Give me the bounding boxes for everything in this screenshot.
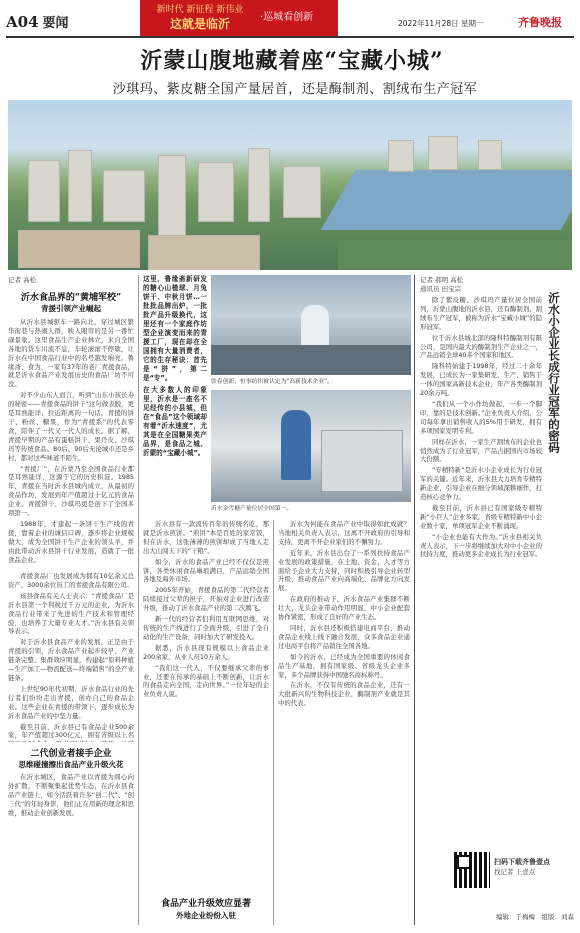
bold-paragraph: 这里，鲁缘斋新研发的糖心山楂球、月兔饼干、中秋月饼…一批批品牌出炉，一批批产品升级换代，这里还有一个家庭作坊型企业演变而来的青援工厂，现在却在全国拥有大量消费者，它的生存秘诀：首先是“拼”，第二是“专”。	[143, 275, 207, 382]
sidebar-byline-1: 记者 郝明 高松	[420, 276, 464, 284]
paragraph: 同时，沂水县还积极搭建电商平台，推动食品企业线上线下融合发展，众多食品企业通过电商平台将产品销往全国各地。	[278, 623, 410, 650]
paragraph: 隆科特始建于1998年，经过二十余年发展，已成长为一家集研发、生产、销售于一体的国家高新技术企业，年产各类酶制剂20余万吨。	[420, 362, 542, 398]
paragraph: 除了紫皮糖、沙琪玛产量位居全国前列，沂蒙山腹地的沂水县，还有酶制剂、割绒布生产冠军，被称为沂水“宝藏小城”的隐形冠军。	[420, 296, 542, 331]
building-shape	[68, 150, 92, 222]
column-divider	[138, 275, 139, 925]
paragraph: “青援厂”，在沂蒙乃至全国食品行业都是耳熟能详，这源于它的历史积淀。1985年，青援在当时沂水县城内成立，从最初的食品作坊，发展到年产值超过十亿元的食品企业。青援饼干、沙琪玛更是创下了全国多项第一。	[8, 464, 134, 518]
sidebar-divider	[414, 275, 415, 925]
paragraph: 1988年，才建起一条饼干生产线的青援，靠着企业的诚信口碑，逐步将企业规模做大，成为全国饼干生产企业的领头羊，并由此带动沂水县饼干行业发展，造就了一批食品企业。	[8, 519, 134, 564]
building-shape	[248, 148, 270, 222]
banner-top: 新时代 新征程 新伟业	[156, 5, 244, 15]
qr-caption	[494, 857, 574, 876]
river-shape	[321, 170, 572, 230]
paragraph: 如今，沂水的食品产业已经不仅仅是煎饼，各类休闲食品琳琅满目，产品远销全国各地及海外市场。	[143, 557, 269, 584]
qr-caption-1: 扫码下载齐鲁壹点	[494, 858, 550, 866]
worker-figure	[281, 410, 311, 480]
paragraph: 对不少山东人而言，听到“山东小孩长寿的秘密——青援食品的饼干”这句做表脱，更是耳熟能详、拉近距离的一句话。青援的饼干、粉丝、糖果，作为“青援系”的代表零食，陪伴了一代又一代人的成长。据了解，青援早期的产品有蛋糕饼干、果丹皮、沙琪玛等传统食品。80后、90后无论城市还是乡村，都对这些味道不陌生。	[8, 391, 134, 462]
col1-body	[8, 318, 134, 568]
building-shape	[103, 170, 145, 222]
col3-body	[143, 520, 269, 920]
photo-caption-2: 沂水金雪糖产量位居全国第一。	[211, 506, 293, 512]
qr-caption-2: 找记者 上壹点	[494, 868, 536, 876]
building-shape	[158, 155, 186, 237]
col2-bold-intro	[143, 275, 207, 515]
col1-body-continued	[8, 572, 134, 742]
paragraph: 沂水为何能在食品产业中取得如此成就？当地相关负责人表示，这离不开政府的引导和支持，更离不开企业家们的不懈努力。	[278, 520, 410, 546]
paragraph: 截至目前，沂水县已有国家级专精特新“小巨人”企业多家，省级专精特新中小企业数十家，单项冠军企业不断涌现。	[420, 503, 542, 530]
issue-date: 2022年11月28日 星期一	[398, 19, 484, 28]
qr-pattern	[457, 855, 471, 869]
col4-body	[278, 520, 410, 892]
sidebar-title: 沂水小企业长成行业冠军的密码	[547, 292, 561, 453]
paragraph: 在沂水，不仅有传统的食品企业，还有一大批新兴的生物科技企业，酶制剂产业就是其中的代表。	[278, 681, 410, 708]
paragraph: 据悉，沂水县现有规模以上食品企业200余家，从业人员10万余人。	[143, 643, 269, 661]
col1-title: 沂水食品界的“黄埔军校”	[20, 293, 122, 303]
paragraph: 同样在沂水，一家生产割绒布的企业也悄然成为了行业冠军，产品占据国内市场较大份额。	[420, 437, 542, 464]
building-shape	[428, 136, 458, 170]
building-shape	[338, 240, 572, 270]
editor-credits: 编辑：于梅梅 组版：刘森	[496, 913, 574, 921]
paragraph: 位于沂水县城北部的隆科特酶制剂有限公司，是国内最大的酶制剂生产企业之一，产品远销全球40多个国家和地区。	[420, 333, 542, 360]
factory-photo-1	[211, 275, 411, 375]
banner	[140, 0, 260, 36]
sidebar-byline	[420, 275, 570, 293]
col4-subhead-2: 外地企业纷纷入驻	[176, 911, 236, 920]
byline: 记者 高松	[8, 276, 37, 284]
building-shape	[28, 160, 60, 222]
paragraph: 从沂水县城驱车一路向北，穿过城区繁华街巷与热闹人群，映入眼帘的是另一番忙碌景象。这里食品生产企业林立，来自全国各地的货车川流不息，车轮滚滚不停歇，让沂水在中国食品行业中的名号越发响亮。鲁缘斋、食为、一家有37年的老厂青援食品，就是沂水食品产业发展历史的食品厂坊不可没。	[8, 318, 134, 389]
paragraph: 截至目前，沂水县已有食品企业500余家，年产值超过300亿元，拥有省级以上名	[8, 722, 134, 740]
paragraph: 上世纪90年代初期，沂水食品行业的先行者们纷纷走出青援，创办自己的食品企业。这些企业在青援的带领下，逐步成长为沂水食品产业的中坚力量。	[8, 684, 134, 720]
paragraph: “我们这一代人，不仅要继承父辈的事业，还要在传承的基础上不断创新，让沂水的食品走向全国，走向世界。”一位年轻的企业负责人说。	[143, 663, 269, 699]
sidebar-body	[420, 296, 542, 836]
building-shape	[388, 140, 414, 172]
building-shape	[478, 140, 502, 170]
paragraph: 在沂水城区，食品产业以青援为圆心向外扩散，不断聚集起优势生态，在沂水县食品产业链上，如今活跃着许多“创二代”、“创三代”的年轻身影，他们正在用新的理念和思维，推动企业创新发展。	[8, 773, 134, 817]
col1-subhead-2: 思维碰撞擦出食品产业升级火花	[18, 760, 124, 769]
machine-shape	[321, 430, 403, 492]
page-number-text: A04	[6, 13, 39, 31]
photo-caption-1: 张春创新，恒事纺织被认定为“高新技术企业”。	[211, 379, 333, 385]
paragraph: “小企业也能有大作为。”沂水县相关负责人表示，下一步将继续加大对中小企业的扶持力度，推动更多企业成长为行业冠军。	[420, 532, 542, 559]
header-rule	[6, 36, 574, 38]
paragraph: “专精特新”是沂水小企业成长为行业冠军的关键。近年来，沂水县大力培育专精特新企业，引导企业在细分领域深耕细作，打造核心竞争力。	[420, 466, 542, 502]
subheadline: 沙琪玛、紫皮糖全国产量居首，还是酶制剂、割绒布生产冠军	[112, 82, 478, 97]
building-shape	[148, 235, 260, 270]
headline: 沂蒙山腹地藏着座“宝藏小城”	[140, 48, 444, 74]
col1-subhead: 二代创业者接手企业	[30, 749, 112, 759]
col4-subhead: 食品产业升级效应显著	[160, 899, 251, 909]
column-divider	[273, 520, 274, 925]
paragraph: 新一代的经营者们利用互联网思维，对传统的生产线进行了全面升级，引进了全自动化的生产设备，同时加大了研发投入。	[143, 615, 269, 641]
section-name: 要闻	[42, 16, 69, 31]
paragraph: 如今的沂水，已经成为全国重要的休闲食品生产基地，拥有国家级、省级龙头企业多家，多个品牌获得中国驰名商标称号。	[278, 652, 410, 679]
factory-photo-2	[211, 390, 411, 502]
paragraph: 该县食品有关人士表示：“青援食品厂是沂水县第一个利税过千万元的企业，为沂水食品行业带来了先进的生产技术和管理经验，也培养了大量专业人才。”沂水县有关领导表示。	[8, 591, 134, 636]
banner-main: 这就是临沂	[169, 17, 230, 31]
paragraph: 沂水县有一款流传百年的传统名吃，那就是沂水煎饼。“煎饼”本是百姓的家常饭，但在沂水，这张薄薄的煎饼却成了当地人走出大山闯天下的“干粮”。	[143, 520, 269, 555]
paragraph: 青援食品厂也发展成为拥有10亿余元总资产，3000余位员工的青援食品有限公司。	[8, 572, 134, 589]
paragraph: 2005年开始，青援食品的第二代经营者陆续接过父辈的担子，开始对企业进行改造升级，推动了沂水食品产业的第二次腾飞。	[143, 586, 269, 613]
building-shape	[283, 166, 321, 218]
city-aerial-photo	[8, 100, 572, 270]
paragraph: 对于沂水县食品产业的发展，正是由于青援的引领，沂水食品产业起步较早、产业链条完整、集群效应明显，构建起“原料种植—生产加工—物流配送—终端销售”的全产业链条。	[8, 638, 134, 682]
qr-code[interactable]	[454, 852, 490, 888]
col1-tail	[8, 773, 134, 923]
sidebar-byline-2: 通讯员 田宝宗	[420, 285, 462, 293]
building-shape	[198, 162, 234, 222]
paragraph: 近年来，沂水县出台了一系列扶持食品产业发展的政策措施，在土地、资金、人才等方面给予企业大力支持，同时积极引导企业转型升级，推动食品产业向高端化、品牌化方向发展。	[278, 548, 410, 593]
banner-right: ·巡城看创新	[260, 0, 338, 36]
bold-paragraph: 在大多数人的印象里，沂水是一座名不见经传的小县城，但在“食品”这个领域却有着“沂水速度”，尤其是在全国糖果类产品界，是食品之城、沂蒙的“宝藏小城”。	[143, 386, 207, 457]
paragraph: “我们从一个小作坊做起，一步一个脚印，靠的是技术创新。”企业负责人介绍，公司每年拿出销售收入的5%用于研发，拥有多项国家发明专利。	[420, 399, 542, 435]
building-shape	[18, 230, 140, 268]
col1-subtitle: 青援引领产业崛起	[41, 304, 101, 313]
machine-shape	[211, 345, 411, 375]
brand-logo: 齐鲁晚报	[518, 16, 562, 29]
page-number	[6, 12, 69, 31]
paragraph: 在政府的推动下，沂水食品产业集群不断壮大，龙头企业带动作用明显，中小企业配套协作紧密，形成了良好的产业生态。	[278, 595, 410, 622]
